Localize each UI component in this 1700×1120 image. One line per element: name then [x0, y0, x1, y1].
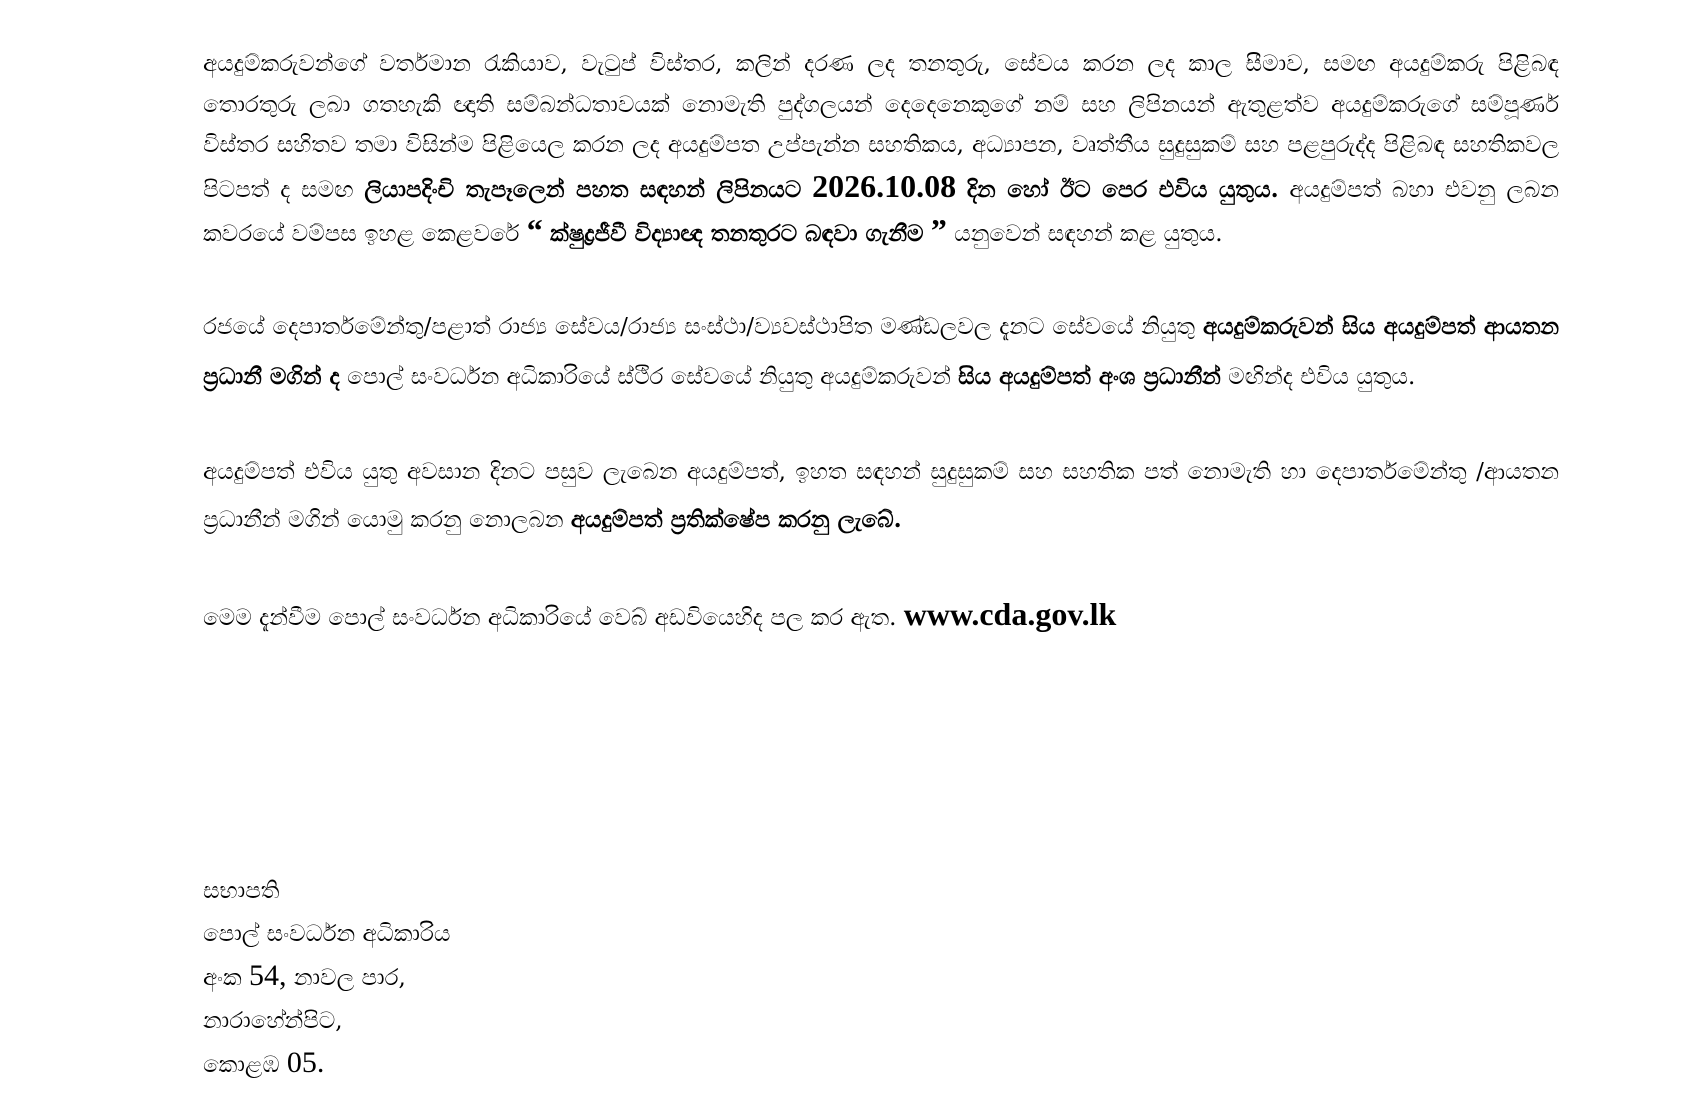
- notice-body: [203, 44, 1559, 642]
- via-division-heads: සිය අයදුම්පත් අංශ ප්‍රධානීන්: [958, 362, 1221, 390]
- city-name: කොළඹ: [203, 1052, 280, 1078]
- post-title: ක්ෂුද්‍රජීවී විද්‍යාඥ තනතුරට බඳවා ගැනීම: [550, 220, 924, 248]
- website-url[interactable]: www.cda.gov.lk: [903, 595, 1117, 632]
- cda-employees-text: පොල් සංවර්ධන අධිකාරියේ ස්ථිර සේවයේ නියුතු අයදුම්කරුවන්: [347, 363, 951, 390]
- signature-block: [203, 870, 450, 1087]
- cda-employees-text-end: මඟින්ද එවිය යුතුය.: [1228, 363, 1416, 390]
- address-prefix: අංක: [203, 965, 242, 991]
- deadline-instruction: දින හෝ ඊට පෙර එවිය යුතුය.: [966, 175, 1279, 203]
- city-code: 05.: [286, 1046, 325, 1079]
- address-street: නාවල පාර,: [293, 965, 406, 991]
- rejection-statement: අයදුම්පත් ප්‍රතික්ෂේප කරනු ලැබේ.: [570, 505, 902, 533]
- website-notice-paragraph: [203, 590, 1559, 642]
- address-line-city: [203, 1042, 450, 1087]
- government-employees-paragraph: [203, 302, 1559, 402]
- closing-date: 2026.10.08: [812, 167, 957, 204]
- application-instructions-paragraph: [203, 44, 1559, 255]
- rejection-conditions: අයදුම්පත් එවිය යුතු අවසාන දිනට පසුව ලැබෙන අයදුම්පත්, ඉහත සඳහන් සුදුසුකම් සහ සහතික පත් නොමැති හා දෙපාර්තමේන්තු /ආයතන ප්‍රධානීන් මගින් යොමු කරනු නොලබන: [203, 458, 1560, 533]
- registered-post-instruction: ලියාපදිංචි තැපෑලෙන් පහත සඳහන් ලිපිනයට: [364, 175, 802, 203]
- envelope-instruction: අයදුම්පත් බහා එවනු ලබන කවරයේ වම්පස ඉහළ කෙළවරේ: [203, 176, 1560, 248]
- address-line-area: නාරාහේන්පිට,: [203, 1007, 343, 1034]
- close-quote: ”: [930, 212, 947, 249]
- open-quote: “: [526, 212, 543, 249]
- envelope-instruction-end: යනුවෙන් සඳහන් කළ යුතුය.: [954, 221, 1223, 248]
- address-number: 54,: [249, 959, 287, 992]
- signatory-title: සභාපති: [203, 878, 280, 904]
- via-head-of-institution: අයදුම්කරුවන් සිය අයදුම්පත් ආයතන ප්‍රධානී මගින් ද: [203, 312, 1560, 390]
- government-employees-text: රජයේ දෙපාර්තමේන්තු/පළාත් රාජ්‍ය සේවය/රාජ්‍ය සංස්ථා/ව්‍යවස්ථාපිත මණ්ඩලවල දැනට සේවයේ නියුතු: [203, 313, 1196, 340]
- website-notice-text: මෙම දැන්වීම පොල් සංවර්ධන අධිකාරියේ වෙබ් අඩවියෙහිද පල කර ඇත.: [203, 604, 897, 631]
- instructions-text: අයදුම්කරුවන්ගේ වර්තමාන රැකියාව, වැටුප් විස්තර, කලින් දරණ ලද තනතුරු, සේවය කරන ලද කාල සීමාව, සමඟ අයදුම්කරු පිළිබඳ තොරතුරු ලබා ගතහැකි ඥාති සම්බන්ධතාවයක් නොමැති පුද්ගලයන් දෙදෙනෙකුගේ නම් සහ ලිපිනයන් ඇතුළත්ව අයදුම්කරුගේ සම්පූර්ණ විස්තර සහිතව තමා විසින්ම පිළියෙල කරන ලද අයදුම්පත උප්පැන්න සහතිකය, අධ්‍යාපන, වෘත්තීය සුදුසුකම් සහ පළපුරුද්ද පිළිබඳ සහතිකවල පිටපත් ද සමඟ: [203, 51, 1559, 203]
- rejection-paragraph: [203, 448, 1559, 544]
- address-line-street: [203, 955, 450, 1000]
- organization-name: පොල් සංවර්ධන අධිකාරිය: [203, 920, 451, 947]
